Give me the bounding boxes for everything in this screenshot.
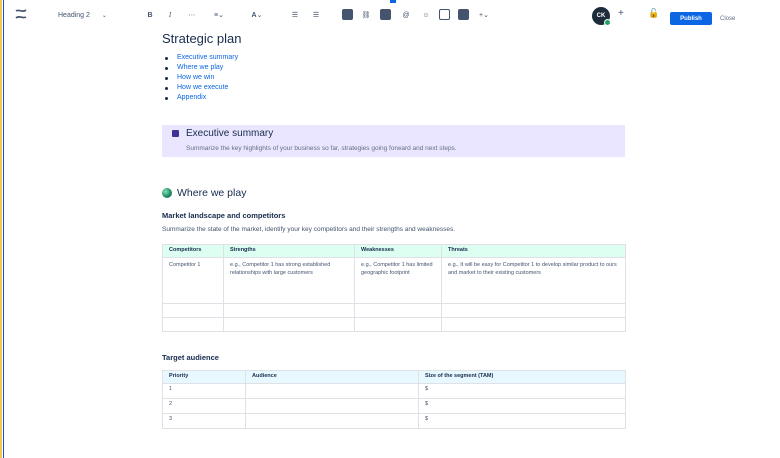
section-heading[interactable] — [162, 187, 246, 199]
avatar-status-dot — [604, 19, 611, 26]
table-cell[interactable] — [246, 384, 419, 399]
table-cell[interactable] — [355, 304, 442, 318]
more-formatting-icon[interactable]: ⋯ — [188, 12, 196, 19]
table-row — [163, 384, 626, 399]
emoji-icon[interactable]: ☺ — [422, 11, 430, 19]
executive-summary-panel[interactable] — [162, 125, 625, 157]
panel-description: Summarize the key highlights of your business so far, strategies going forward and next steps. — [186, 145, 457, 152]
table-header-cell[interactable]: Size of the segment (TAM) — [419, 371, 626, 384]
confluence-logo-icon[interactable] — [14, 7, 30, 23]
table-header-cell[interactable]: Competitors — [163, 245, 224, 258]
table-header-row — [163, 245, 626, 258]
table-header-cell[interactable]: Audience — [246, 371, 419, 384]
checkbox-icon[interactable] — [342, 9, 353, 20]
avatar[interactable] — [592, 7, 610, 25]
text-style-dropdown[interactable] — [58, 7, 107, 23]
avatar-initials: CK — [596, 13, 606, 19]
table-header-cell[interactable]: Weaknesses — [355, 245, 442, 258]
text-color-dropdown[interactable]: A ⌄ — [251, 11, 263, 19]
competitors-table — [162, 244, 626, 332]
invite-plus-icon[interactable]: + — [618, 8, 624, 19]
table-cell[interactable]: $ — [419, 399, 626, 414]
close-button[interactable]: Close — [720, 15, 736, 22]
bold-button[interactable]: B — [147, 11, 153, 19]
text-style-label: Heading 2 — [58, 11, 90, 19]
panel-heading: Executive summary — [186, 128, 274, 139]
table-icon[interactable] — [439, 9, 450, 20]
globe-icon — [162, 188, 172, 198]
table-row — [163, 304, 626, 318]
link-icon[interactable]: ⛓ — [361, 12, 371, 19]
table-cell[interactable]: 1 — [163, 384, 246, 399]
subsection-description[interactable]: Summarize the state of the market, identify your key competitors and their strengths and weaknesses. — [162, 226, 456, 233]
table-row — [163, 414, 626, 429]
left-edge-stripe — [0, 0, 2, 458]
restrictions-lock-icon[interactable]: 🔓 — [648, 8, 660, 18]
table-cell[interactable]: 3 — [163, 414, 246, 429]
toc-link[interactable]: Executive summary — [165, 53, 238, 63]
table-cell[interactable] — [355, 318, 442, 332]
toc-link[interactable]: Appendix — [165, 93, 238, 103]
table-cell[interactable] — [246, 414, 419, 429]
left-edge-line — [3, 0, 4, 458]
table-row — [163, 318, 626, 332]
table-cell[interactable] — [224, 304, 355, 318]
numbered-list-icon[interactable]: ☰ — [312, 12, 320, 19]
table-cell[interactable]: 2 — [163, 399, 246, 414]
section-heading-label: Where we play — [177, 187, 247, 199]
layout-icon[interactable] — [458, 9, 469, 20]
align-dropdown[interactable]: ≡⌄ — [214, 12, 224, 19]
table-cell[interactable] — [163, 318, 224, 332]
table-cell[interactable]: e.g., It will be easy for Competitor 1 to develop similar product to ours and market to their existing customers — [442, 258, 626, 304]
table-cell[interactable]: $ — [419, 384, 626, 399]
table-cell[interactable] — [246, 399, 419, 414]
table-header-cell[interactable]: Threats — [442, 245, 626, 258]
toc-link[interactable]: How we execute — [165, 83, 238, 93]
insert-more-dropdown[interactable]: +⌄ — [479, 12, 489, 19]
table-cell[interactable]: $ — [419, 414, 626, 429]
table-of-contents — [165, 53, 238, 103]
table-row — [163, 399, 626, 414]
table-cell[interactable]: e.g., Competitor 1 has limited geographic footprint — [355, 258, 442, 304]
note-icon — [172, 130, 179, 137]
table-cell[interactable] — [163, 304, 224, 318]
bullet-list-icon[interactable]: ☰ — [291, 12, 299, 19]
chevron-down-icon: ⌄ — [101, 12, 107, 19]
toc-link[interactable]: Where we play — [165, 63, 238, 73]
target-audience-table — [162, 370, 626, 429]
table-cell[interactable] — [442, 304, 626, 318]
editor-toolbar — [6, 4, 776, 26]
table-header-row — [163, 371, 626, 384]
image-icon[interactable] — [380, 9, 391, 20]
table-cell[interactable]: Competitor 1 — [163, 258, 224, 304]
table-cell[interactable] — [442, 318, 626, 332]
italic-button[interactable]: I — [168, 11, 172, 19]
table-header-cell[interactable]: Strengths — [224, 245, 355, 258]
subsection-heading[interactable]: Target audience — [162, 353, 219, 362]
toc-link[interactable]: How we win — [165, 73, 238, 83]
subsection-heading[interactable]: Market landscape and competitors — [162, 211, 286, 220]
publish-button[interactable]: Publish — [670, 12, 712, 25]
top-indicator — [390, 0, 396, 3]
mention-icon[interactable]: @ — [402, 11, 410, 19]
table-row — [163, 258, 626, 304]
table-cell[interactable]: e.g., Competitor 1 has strong established relationships with large customers — [224, 258, 355, 304]
table-header-cell[interactable]: Priority — [163, 371, 246, 384]
page-title[interactable]: Strategic plan — [162, 31, 242, 46]
table-cell[interactable] — [224, 318, 355, 332]
